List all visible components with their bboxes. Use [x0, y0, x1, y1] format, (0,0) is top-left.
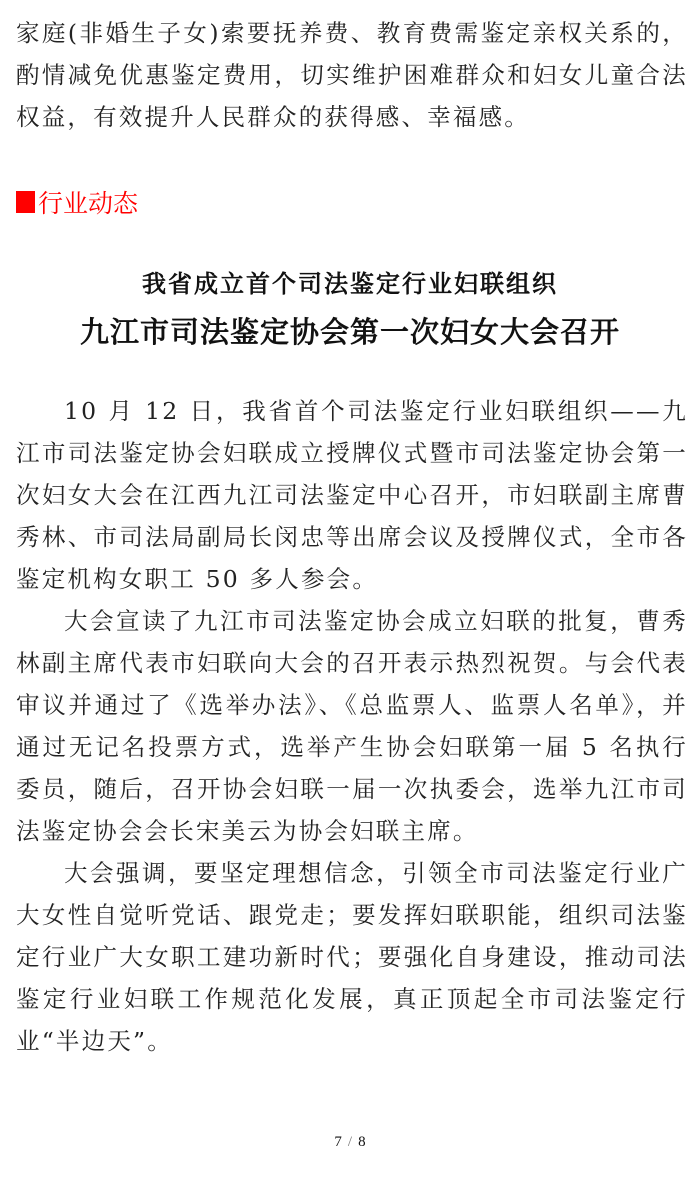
current-page: 7	[334, 1134, 342, 1150]
page-number	[0, 1134, 700, 1151]
section-title: 行业动态	[38, 189, 139, 218]
article-paragraph-2: 大会宣读了九江市司法鉴定协会成立妇联的批复，曹秀林副主席代表市妇联向大会的召开表示热烈祝贺。与会代表审议并通过了《选举办法》、《总监票人、监票人名单》，并通过无记名投票方式，选举产生协会妇联第一届 5 名执行委员，随后，召开协会妇联一届一次执委会，选举九江市司法鉴定协会会长宋美云为协会妇联主席。	[16, 607, 688, 845]
red-square-icon	[16, 191, 35, 213]
page-separator: /	[347, 1134, 353, 1150]
article-title-line-2: 九江市司法鉴定协会第一次妇女大会召开	[79, 315, 620, 349]
intro-paragraph: 家庭(非婚生子女)索要抚养费、教育费需鉴定亲权关系的，酌情减免优惠鉴定费用，切实维护困难群众和妇女儿童合法权益，有效提升人民群众的获得感、幸福感。	[16, 19, 688, 131]
total-pages: 8	[358, 1134, 366, 1150]
section-heading	[16, 182, 138, 222]
article-paragraph-3: 大会强调，要坚定理想信念，引领全市司法鉴定行业广大女性自觉听党话、跟党走；要发挥妇联职能，组织司法鉴定行业广大女职工建功新时代；要强化自身建设，推动司法鉴定行业妇联工作规范化发展，真正顶起全市司法鉴定行业“半边天”。	[16, 859, 688, 1055]
article-paragraph-1: 10 月 12 日，我省首个司法鉴定行业妇联组织——九江市司法鉴定协会妇联成立授牌仪式暨市司法鉴定协会第一次妇女大会在江西九江司法鉴定中心召开，市妇联副主席曹秀林、市司法局副局长闵忠等出席会议及授牌仪式，全市各鉴定机构女职工 50 多人参会。	[16, 397, 688, 593]
article-title-line-1: 我省成立首个司法鉴定行业妇联组织	[142, 269, 558, 298]
